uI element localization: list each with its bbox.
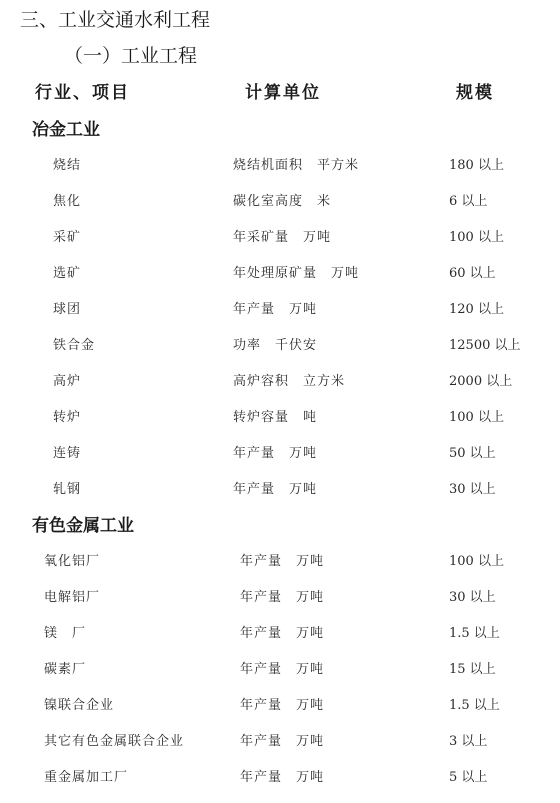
row-scale: 100 以上 bbox=[449, 554, 504, 569]
row-item: 球团 bbox=[53, 302, 82, 317]
row-unit: 碳化室高度 米 bbox=[233, 194, 332, 209]
row-unit: 年产量 万吨 bbox=[240, 770, 325, 785]
row-scale: 3 以上 bbox=[449, 734, 488, 749]
row-item: 烧结 bbox=[53, 158, 82, 173]
row-scale: 1.5 以上 bbox=[449, 626, 500, 641]
row-scale: 1.5 以上 bbox=[449, 698, 500, 713]
row-item: 重金属加工厂 bbox=[44, 770, 129, 785]
row-unit: 高炉容积 立方米 bbox=[233, 374, 346, 389]
row-scale: 30 以上 bbox=[449, 482, 496, 497]
row-scale: 5 以上 bbox=[449, 770, 488, 785]
row-scale: 100 以上 bbox=[449, 410, 504, 425]
row-item: 其它有色金属联合企业 bbox=[44, 734, 185, 749]
row-scale: 30 以上 bbox=[449, 590, 496, 605]
row-unit: 年处理原矿量 万吨 bbox=[233, 266, 360, 281]
row-item: 镍联合企业 bbox=[44, 698, 115, 713]
column-header-unit: 计算单位 bbox=[245, 83, 321, 103]
row-item: 镁 厂 bbox=[44, 626, 87, 641]
section-title-metallurgy: 冶金工业 bbox=[32, 120, 100, 140]
row-unit: 转炉容量 吨 bbox=[233, 410, 318, 425]
page-heading: 三、工业交通水利工程 bbox=[20, 9, 211, 31]
row-item: 高炉 bbox=[53, 374, 82, 389]
row-item: 轧钢 bbox=[53, 482, 82, 497]
row-item: 选矿 bbox=[53, 266, 82, 281]
sub-heading: （一）工业工程 bbox=[64, 45, 198, 67]
row-unit: 烧结机面积 平方米 bbox=[233, 158, 360, 173]
row-unit: 年产量 万吨 bbox=[240, 554, 325, 569]
section-title-nonferrous: 有色金属工业 bbox=[32, 516, 134, 536]
row-unit: 功率 千伏安 bbox=[233, 338, 318, 353]
row-item: 焦化 bbox=[53, 194, 82, 209]
row-scale: 120 以上 bbox=[449, 302, 504, 317]
row-item: 碳素厂 bbox=[44, 662, 87, 677]
row-scale: 180 以上 bbox=[449, 158, 504, 173]
row-item: 采矿 bbox=[53, 230, 82, 245]
row-unit: 年产量 万吨 bbox=[240, 662, 325, 677]
row-item: 铁合金 bbox=[53, 338, 96, 353]
row-unit: 年产量 万吨 bbox=[240, 590, 325, 605]
column-header-scale: 规模 bbox=[456, 83, 494, 103]
column-header-item: 行业、项目 bbox=[35, 83, 130, 103]
row-scale: 60 以上 bbox=[449, 266, 496, 281]
row-unit: 年产量 万吨 bbox=[240, 626, 325, 641]
row-unit: 年产量 万吨 bbox=[233, 482, 318, 497]
row-unit: 年产量 万吨 bbox=[233, 302, 318, 317]
row-item: 电解铝厂 bbox=[44, 590, 101, 605]
row-scale: 6 以上 bbox=[449, 194, 488, 209]
row-item: 氧化铝厂 bbox=[44, 554, 101, 569]
row-unit: 年产量 万吨 bbox=[233, 446, 318, 461]
row-scale: 15 以上 bbox=[449, 662, 496, 677]
row-scale: 50 以上 bbox=[449, 446, 496, 461]
row-item: 连铸 bbox=[53, 446, 82, 461]
row-scale: 12500 以上 bbox=[449, 338, 521, 353]
row-scale: 100 以上 bbox=[449, 230, 504, 245]
row-scale: 2000 以上 bbox=[449, 374, 513, 389]
row-unit: 年采矿量 万吨 bbox=[233, 230, 332, 245]
row-unit: 年产量 万吨 bbox=[240, 698, 325, 713]
row-unit: 年产量 万吨 bbox=[240, 734, 325, 749]
row-item: 转炉 bbox=[53, 410, 82, 425]
